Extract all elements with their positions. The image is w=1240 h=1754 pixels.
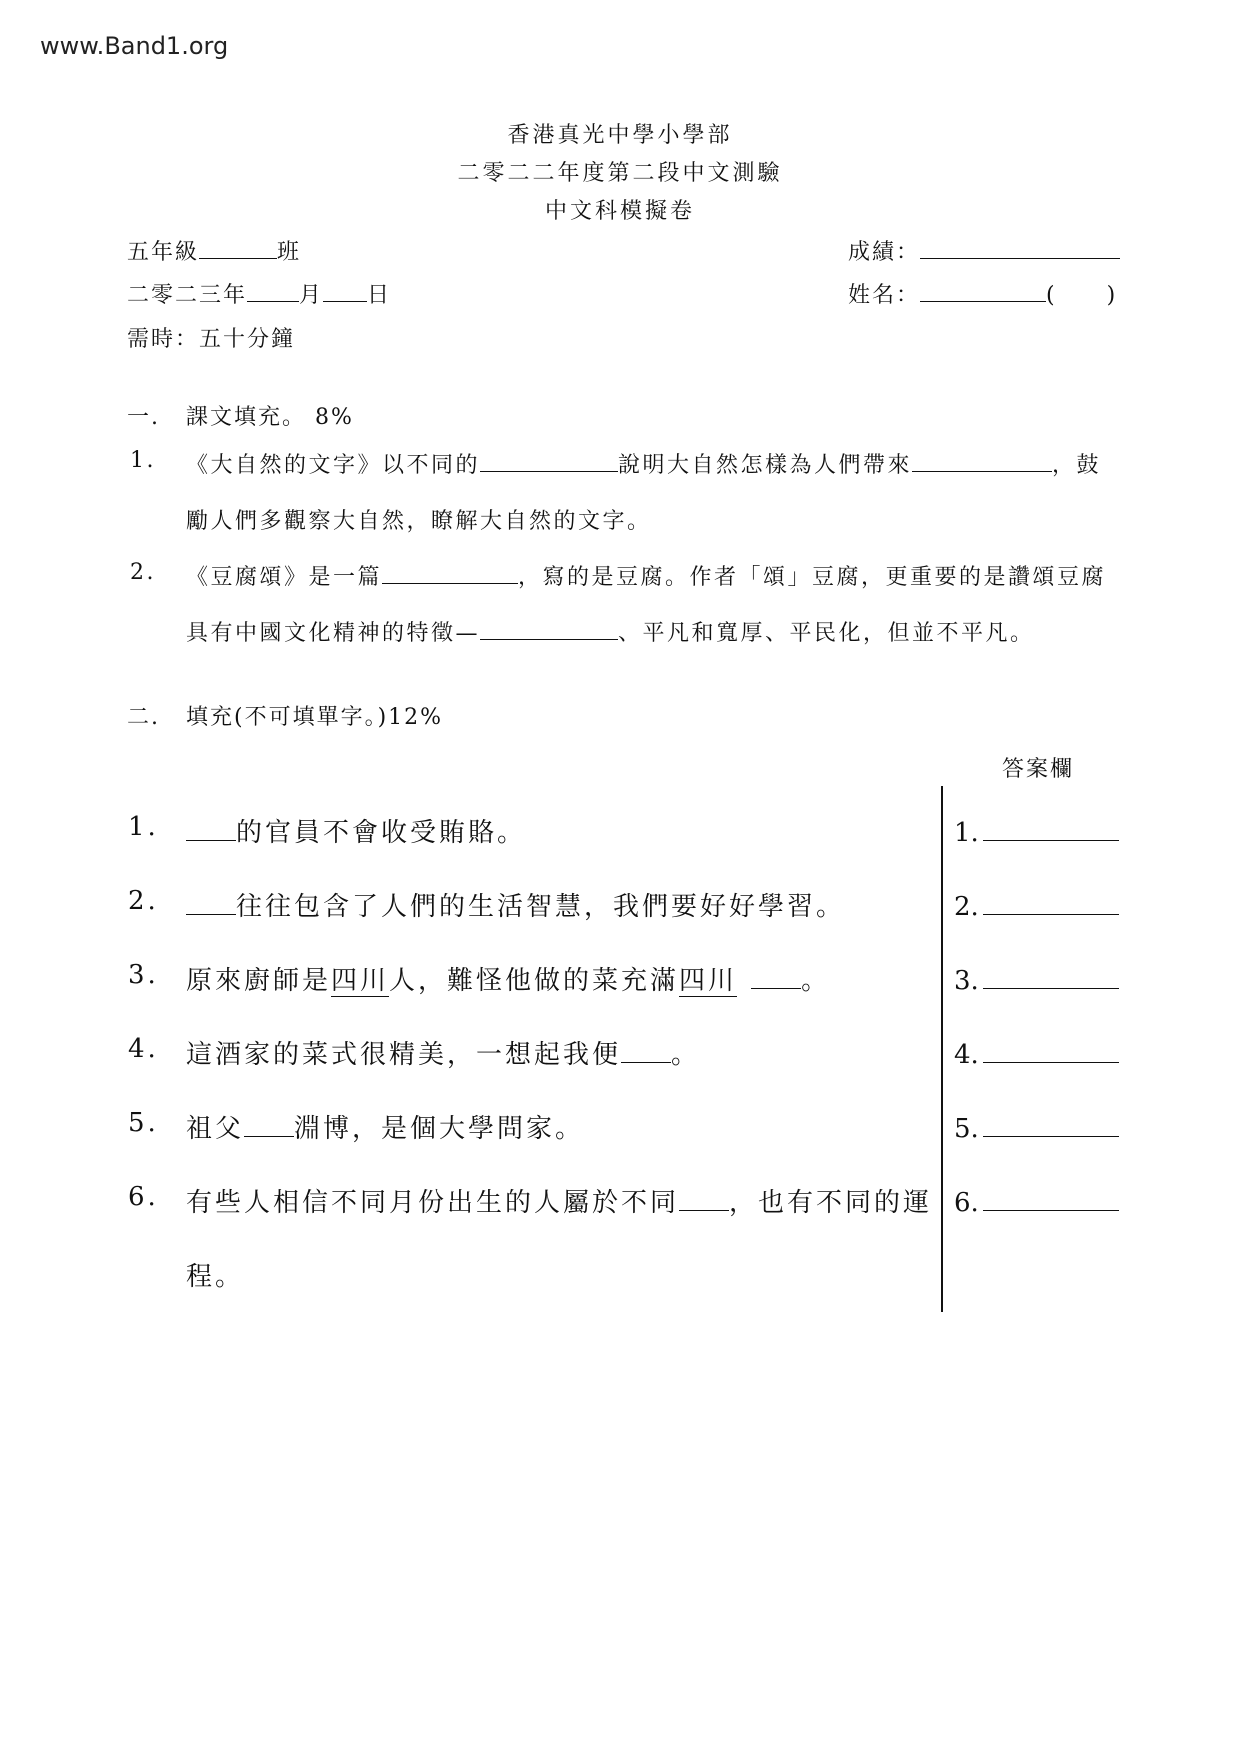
- answer-line-6[interactable]: 6.: [954, 1184, 1119, 1218]
- site-watermark: www.Band1.org: [40, 32, 229, 60]
- s2-q5-text: 祖父 淵博，是個大學問家。: [186, 1108, 584, 1145]
- s2-q4-number: 4.: [128, 1034, 159, 1064]
- name-blank[interactable]: [920, 279, 1046, 302]
- s2-q6-blank[interactable]: [679, 1184, 729, 1211]
- s1-q1-line2: 勵人們多觀察大自然，瞭解大自然的文字。: [186, 509, 652, 534]
- day-blank[interactable]: [323, 279, 367, 302]
- s2-q2-blank[interactable]: [186, 888, 236, 915]
- answer-line-1[interactable]: 1.: [954, 814, 1119, 848]
- s2-q3-blank[interactable]: [751, 962, 801, 989]
- s2-q5-blank[interactable]: [244, 1110, 294, 1137]
- s1-q1-blank-a[interactable]: [480, 449, 618, 472]
- answer-line-4[interactable]: 4.: [954, 1036, 1119, 1070]
- score-blank[interactable]: [920, 236, 1120, 259]
- class-field: 五年級 班: [127, 235, 301, 266]
- answer-column-header: 答案欄: [1002, 757, 1075, 782]
- s2-q3-text: 原來廚師是四川人，難怪他做的菜充滿四川 。: [186, 960, 830, 997]
- s2-q1-text: 的官員不會收受賄賂。: [186, 812, 526, 849]
- s2-q4-text: 這酒家的菜式很精美，一想起我便 。: [186, 1034, 700, 1071]
- s1-q2-line1: 《豆腐頌》是一篇 ，寫的是豆腐。作者「頌」豆腐，更重要的是讚頌豆腐: [186, 560, 1106, 591]
- s1-q2-blank-b[interactable]: [480, 617, 618, 640]
- answer-line-5[interactable]: 5.: [954, 1110, 1119, 1144]
- class-blank[interactable]: [199, 236, 277, 259]
- date-field: 二零二三年 月 日: [127, 278, 391, 309]
- school-name: 香港真光中學小學部: [507, 123, 733, 148]
- section2-marker: 二.: [127, 705, 160, 730]
- s2-q6-number: 6.: [128, 1182, 159, 1212]
- s1-q1-number: 1.: [130, 448, 156, 473]
- section2-title: 填充(不可填單字。)12%: [186, 705, 444, 730]
- exam-title: 二零二二年度第二段中文測驗: [457, 161, 783, 186]
- section1-title: 課文填充。 8%: [186, 405, 354, 430]
- s1-q2-line2: 具有中國文化精神的特徵— 、平凡和寬厚、平民化，但並不平凡。: [186, 616, 1035, 647]
- s2-q6-line2: 程。: [186, 1262, 245, 1292]
- s2-q2-number: 2.: [128, 886, 159, 916]
- section1-marker: 一.: [127, 405, 160, 430]
- score-field: 成績：: [848, 235, 1120, 266]
- paper-title: 中文科模擬卷: [544, 199, 695, 224]
- s2-q1-blank[interactable]: [186, 814, 236, 841]
- s2-q6-text: 有些人相信不同月份出生的人屬於不同 ，也有不同的運: [186, 1182, 932, 1219]
- s1-q1-blank-b[interactable]: [912, 449, 1052, 472]
- s2-q2-text: 往往包含了人們的生活智慧，我們要好好學習。: [186, 886, 845, 923]
- answer-line-3[interactable]: 3.: [954, 962, 1119, 996]
- s2-q3-number: 3.: [128, 960, 159, 990]
- s1-q1-line1: 《大自然的文字》以不同的 說明大自然怎樣為人們帶來 ，鼓: [186, 448, 1101, 479]
- proper-noun-sichuan: 四川: [331, 966, 390, 996]
- month-blank[interactable]: [247, 279, 299, 302]
- s1-q2-blank-a[interactable]: [382, 561, 518, 584]
- s2-q5-number: 5.: [128, 1108, 159, 1138]
- proper-noun-sichuan: 四川: [679, 966, 738, 996]
- s1-q2-number: 2.: [130, 560, 156, 585]
- answer-column-divider: [941, 786, 943, 1312]
- duration: 需時：五十分鐘: [127, 327, 296, 352]
- answer-line-2[interactable]: 2.: [954, 888, 1119, 922]
- s2-q1-number: 1.: [128, 812, 159, 842]
- name-field: 姓名： ( ): [848, 278, 1117, 309]
- s2-q4-blank[interactable]: [621, 1036, 671, 1063]
